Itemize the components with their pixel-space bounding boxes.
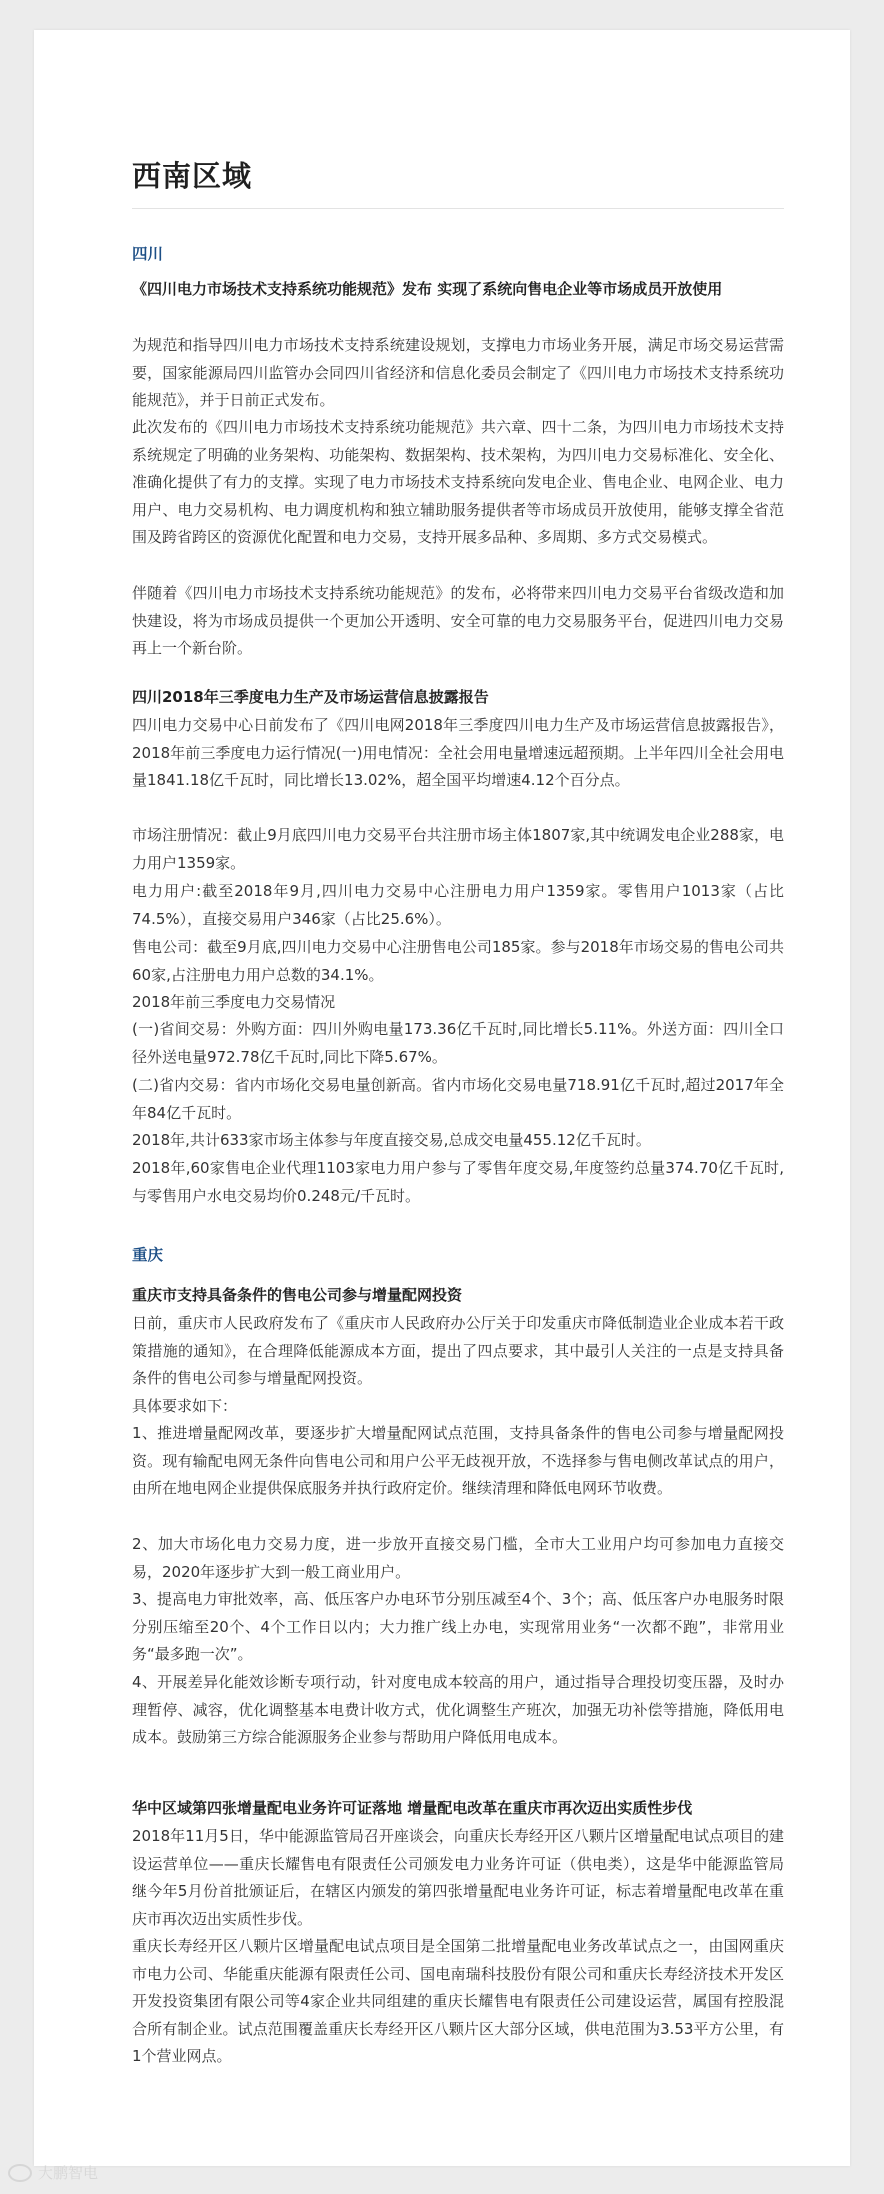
watermark-text: 大鹏智电 bbox=[38, 2164, 99, 2182]
article-paragraph: 此次发布的《四川电力市场技术支持系统功能规范》共六章、四十二条，为四川电力市场技术支持系统规定了明确的业务架构、功能架构、数据架构、技术架构，为四川电力交易标准化、安全化、准确化提供了有力的支撑。实现了电力市场技术支持系统向发电企业、售电企业、电网企业、电力用户、电力交易机构、电力调度机构和独立辅助服务提供者等市场成员开放使用，能够支撑全省范围及跨省跨区的资源优化配置和电力交易，支持开展多品种、多周期、多方式交易模式。 bbox=[132, 418, 784, 547]
title-divider bbox=[132, 208, 784, 209]
article-paragraph: 重庆长寿经开区八颗片区增量配电试点项目是全国第二批增量配电业务改革试点之一，由国网重庆市电力公司、华能重庆能源有限责任公司、国电南瑞科技股份有限公司和重庆长寿经济技术开发区开发投资集团有限公司等4家企业共同组建的重庆长耀售电有限责任公司建设运营，属国有控股混合所有制企业。试点范围覆盖重庆长寿经开区八颗片区大部分区域，供电范围为3.53平方公里，有1个营业网点。 bbox=[132, 1937, 784, 2066]
article-paragraph: 4、开展差异化能效诊断专项行动，针对度电成本较高的用户，通过指导合理投切变压器，及时办理暂停、减容，优化调整基本电费计收方式，优化调整生产班次，加强无功补偿等措施，降低用电成本。鼓励第三方综合能源服务企业参与帮助用户降低用电成本。 bbox=[132, 1673, 784, 1747]
article-title: 《四川电力市场技术支持系统功能规范》发布 实现了系统向售电企业等市场成员开放使用 bbox=[132, 280, 723, 298]
article-title: 华中区域第四张增量配电业务许可证落地 增量配电改革在重庆市再次迈出实质性步伐 bbox=[132, 1799, 693, 1817]
article-paragraph: (二)省内交易：省内市场化交易电量创新高。省内市场化交易电量718.91亿千瓦时,超过2017年全年84亿千瓦时。 bbox=[132, 1076, 784, 1122]
region-heading-chongqing: 重庆 bbox=[132, 1246, 164, 1264]
watermark-logo-icon bbox=[8, 2164, 32, 2182]
article-paragraph: 日前，重庆市人民政府发布了《重庆市人民政府办公厅关于印发重庆市降低制造业企业成本若干政策措施的通知》，在合理降低能源成本方面，提出了四点要求，其中最引人关注的一点是支持具备条件的售电公司参与增量配网投资。 bbox=[132, 1314, 784, 1388]
article-paragraph: 四川电力交易中心日前发布了《四川电网2018年三季度四川电力生产及市场运营信息披露报告》，2018年前三季度电力运行情况(一)用电情况：全社会用电量增速远超预期。上半年四川全社会用电量1841.18亿千瓦时，同比增长13.02%，超全国平均增速4.12个百分点。 bbox=[132, 716, 784, 790]
article-paragraph: 2018年,共计633家市场主体参与年度直接交易,总成交电量455.12亿千瓦时。 bbox=[132, 1131, 651, 1149]
page-title: 西南区域 bbox=[132, 159, 253, 193]
article-paragraph: 电力用户:截至2018年9月,四川电力交易中心注册电力用户1359家。零售用户1013家（占比74.5%），直接交易用户346家（占比25.6%）。 bbox=[132, 882, 784, 928]
article-title: 四川2018年三季度电力生产及市场运营信息披露报告 bbox=[132, 688, 489, 706]
article-paragraph: 2、加大市场化电力交易力度，进一步放开直接交易门槛，全市大工业用户均可参加电力直接交易，2020年逐步扩大到一般工商业用户。 bbox=[132, 1535, 784, 1581]
article-paragraph: 2018年,60家售电企业代理1103家电力用户参与了零售年度交易,年度签约总量374.70亿千瓦时,与零售用户水电交易均价0.248元/千瓦时。 bbox=[132, 1159, 784, 1205]
article-paragraph: 1、推进增量配网改革，要逐步扩大增量配网试点范围，支持具备条件的售电公司参与增量配网投资。现有输配电网无条件向售电公司和用户公平无歧视开放，不选择参与售电侧改革试点的用户，由所在地电网企业提供保底服务并执行政府定价。继续清理和降低电网环节收费。 bbox=[132, 1424, 784, 1498]
article-paragraph: 2018年11月5日，华中能源监管局召开座谈会，向重庆长寿经开区八颗片区增量配电试点项目的建设运营单位——重庆长耀售电有限责任公司颁发电力业务许可证（供电类），这是华中能源监管局继今年5月份首批颁证后，在辖区内颁发的第四张增量配电业务许可证，标志着增量配电改革在重庆市再次迈出实质性步伐。 bbox=[132, 1827, 784, 1928]
document-card bbox=[34, 30, 850, 2166]
article-paragraph: 售电公司：截至9月底,四川电力交易中心注册售电公司185家。参与2018年市场交易的售电公司共60家,占注册电力用户总数的34.1%。 bbox=[132, 938, 784, 984]
article-paragraph: 市场注册情况：截止9月底四川电力交易平台共注册市场主体1807家,其中统调发电企业288家，电力用户1359家。 bbox=[132, 826, 784, 872]
article-paragraph: 2018年前三季度电力交易情况 bbox=[132, 993, 336, 1011]
watermark bbox=[8, 2162, 98, 2183]
region-heading-sichuan: 四川 bbox=[132, 245, 164, 263]
article-paragraph: 伴随着《四川电力市场技术支持系统功能规范》的发布，必将带来四川电力交易平台省级改造和加快建设，将为市场成员提供一个更加公开透明、安全可靠的电力交易服务平台，促进四川电力交易再上一个新台阶。 bbox=[132, 584, 784, 658]
article-paragraph: (一)省间交易：外购方面：四川外购电量173.36亿千瓦时,同比增长5.11%。外送方面：四川全口径外送电量972.78亿千瓦时,同比下降5.67%。 bbox=[132, 1020, 784, 1066]
article-paragraph: 具体要求如下： bbox=[132, 1397, 238, 1415]
article-paragraph: 3、提高电力审批效率，高、低压客户办电环节分别压减至4个、3个；高、低压客户办电服务时限分别压缩至20个、4个工作日以内；大力推广线上办电，实现常用业务“一次都不跑”，非常用业务“最多跑一次”。 bbox=[132, 1590, 784, 1664]
article-title: 重庆市支持具备条件的售电公司参与增量配网投资 bbox=[132, 1286, 463, 1304]
article-paragraph: 为规范和指导四川电力市场技术支持系统建设规划，支撑电力市场业务开展，满足市场交易运营需要，国家能源局四川监管办会同四川省经济和信息化委员会制定了《四川电力市场技术支持系统功能规范》，并于日前正式发布。 bbox=[132, 336, 784, 410]
